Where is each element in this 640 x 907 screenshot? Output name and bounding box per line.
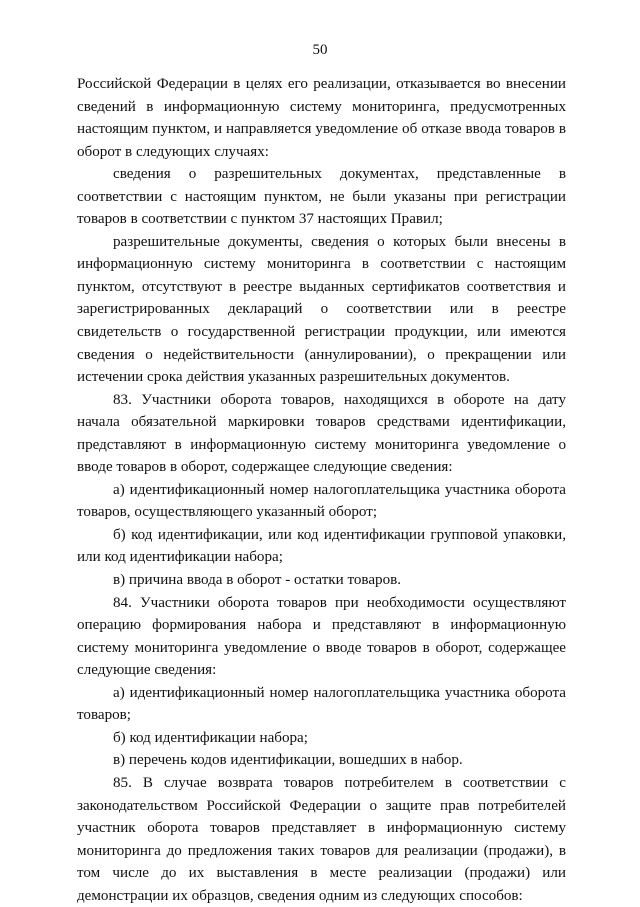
paragraph-84-a: а) идентификационный номер налогоплательщика участника оборота товаров; — [77, 684, 566, 724]
paragraph-83-b: б) код идентификации, или код идентификации групповой упаковки, или код идентификации набора; — [77, 526, 566, 566]
paragraph-case-2: разрешительные документы, сведения о которых были внесены в информационную систему мониторинга в соответствии с настоящим пунктом, отсутствуют в реестре выданных сертификатов соответствия и зарегистрированных деклараций о соответствии или в реестре свидетельств о государственной регистрации продукции, или имеются сведения о недействительности (аннулировании), о прекращении или истечении срока действия указанных разрешительных документов. — [77, 233, 566, 386]
paragraph-case-1: сведения о разрешительных документах, представленные в соответствии с настоящим пунктом, не были указаны при регистрации товаров в соответствии с пунктом 37 настоящих Правил; — [77, 166, 566, 228]
paragraph-85: 85. В случае возврата товаров потребителем в соответствии с законодательством Российской Федерации о защите прав потребителей участник оборота товаров представляет в информационную систему мониторинга до предложения таких товаров для реализации (продажи), в том числе до их выставления в месте реализации (продажи) или демонстрации их образцов, сведения одним из следующих способов: — [77, 774, 566, 904]
paragraph-84-b: б) код идентификации набора; — [113, 729, 308, 746]
document-body — [77, 73, 566, 907]
paragraph-84-v: в) перечень кодов идентификации, вошедших в набор. — [113, 752, 463, 769]
paragraph-83-v: в) причина ввода в оборот - остатки товаров. — [113, 572, 402, 589]
paragraph-83-a: а) идентификационный номер налогоплательщика участника оборота товаров, осуществляющего указанный оборот; — [77, 481, 566, 521]
page-number: 50 — [312, 42, 328, 58]
paragraph-84: 84. Участники оборота товаров при необходимости осуществляют операцию формирования набора и представляют в информационную систему мониторинга уведомление о вводе товаров в оборот, содержащее следующие сведения: — [77, 594, 566, 679]
paragraph-83: 83. Участники оборота товаров, находящихся в обороте на дату начала обязательной маркировки товаров средствами идентификации, представляют в информационную систему мониторинга уведомление о вводе товаров в оборот, содержащее следующие сведения: — [77, 391, 566, 476]
paragraph-continuation: Российской Федерации в целях его реализации, отказывается во внесении сведений в информационную систему мониторинга, предусмотренных настоящим пунктом, и направляется уведомление об отказе ввода товаров в оборот в следующих случаях: — [77, 76, 566, 160]
